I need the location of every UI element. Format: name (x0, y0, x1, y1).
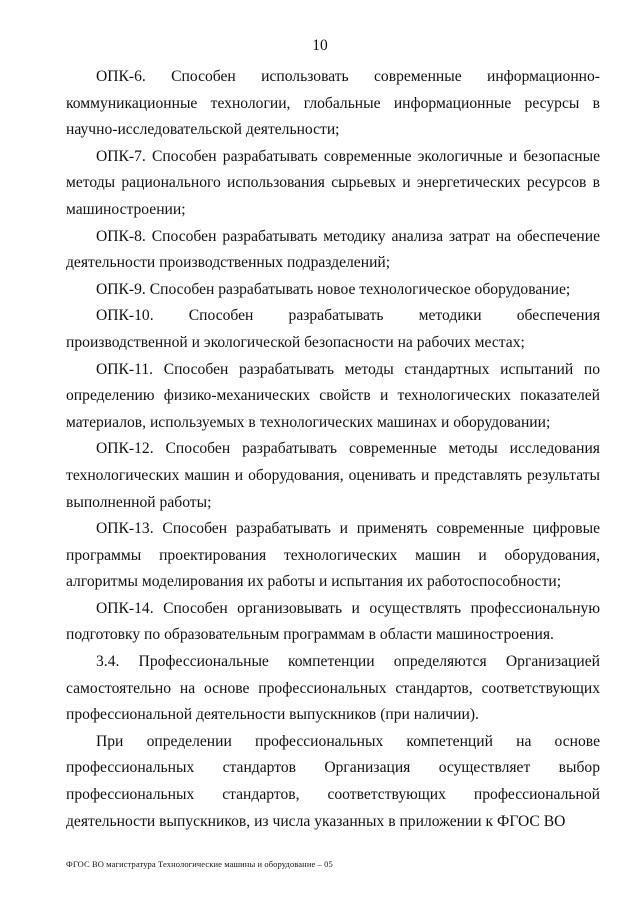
paragraph-opk-12: ОПК-12. Способен разрабатывать современные методы исследования технологических машин и оборудования, оценивать и представлять результаты выполненной работы; (66, 440, 600, 511)
paragraph-opk-7: ОПК-7. Способен разрабатывать современные экологичные и безопасные методы рационального использования сырьевых и энергетических ресурсов в машиностроении; (66, 147, 600, 218)
paragraph-opk-8: ОПК-8. Способен разрабатывать методику анализа затрат на обеспечение деятельности производственных подразделений; (66, 227, 600, 272)
page-number: 10 (312, 37, 328, 54)
paragraph-opk-9: ОПК-9. Способен разрабатывать новое технологическое оборудование; (96, 280, 571, 298)
page-footer: ФГОС ВО магистратура Технологические машины и оборудование – 05 (66, 859, 333, 869)
paragraph-professional-standards: При определении профессиональных компетенций на основе профессиональных стандартов Организация осуществляет выбор профессиональных стандартов, соответствующих профессиональной деятельности выпускников, из числа указанных в приложении к ФГОС ВО (66, 732, 600, 830)
paragraph-opk-10: ОПК-10. Способен разрабатывать методики обеспечения производственной и экологической безопасности на рабочих местах; (66, 307, 600, 351)
paragraph-opk-14: ОПК-14. Способен организовывать и осуществлять профессиональную подготовку по образовательным программам в области машиностроения. (66, 599, 600, 644)
paragraph-section-3-4: 3.4. Профессиональные компетенции определяются Организацией самостоятельно на основе профессиональных стандартов, соответствующих профессиональной деятельности выпускников (при наличии). (66, 653, 600, 724)
paragraph-opk-6: ОПК-6. Способен использовать современные информационно-коммуникационные технологии, глобальные информационные ресурсы в научно-исследовательской деятельности; (66, 68, 600, 139)
paragraph-opk-13: ОПК-13. Способен разрабатывать и применять современные цифровые программы проектирования технологических машин и оборудования, алгоритмы моделирования их работы и испытания их работоспособности; (66, 520, 600, 591)
paragraph-opk-11: ОПК-11. Способен разрабатывать методы стандартных испытаний по определению физико-механических свойств и технологических показателей материалов, используемых в технологических машинах и оборудовании; (66, 360, 600, 431)
page-body (66, 64, 600, 835)
